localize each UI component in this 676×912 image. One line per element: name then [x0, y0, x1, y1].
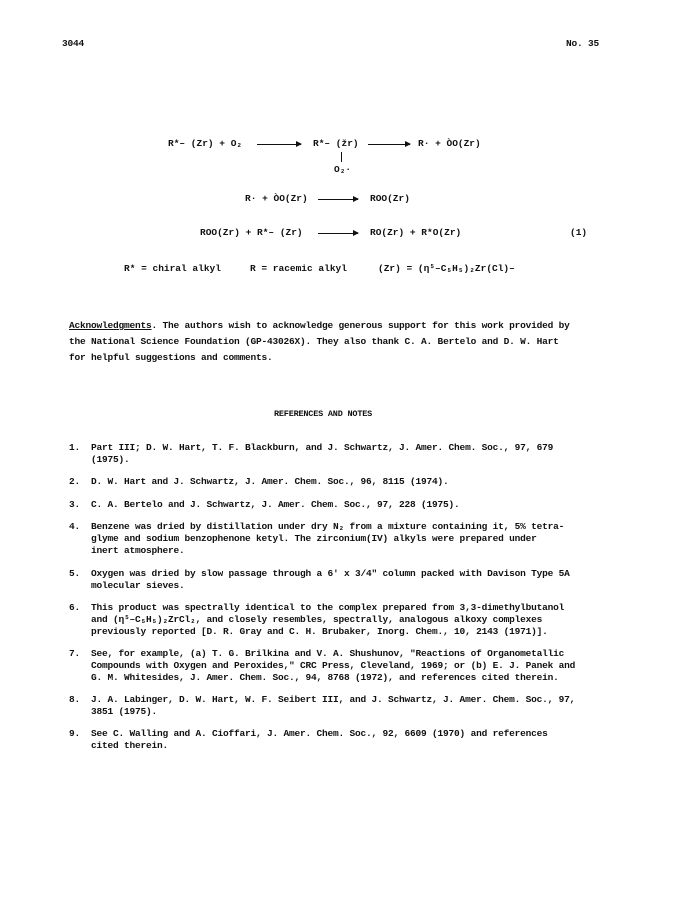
scheme-line2-left: R· + ÒO(Zr)	[245, 193, 308, 204]
reference-number: 3.	[69, 499, 81, 510]
reference-line: molecular sieves.	[91, 580, 185, 591]
reference-line: glyme and sodium benzophenone ketyl. The zirconium(IV) alkyls were prepared under	[91, 533, 537, 544]
acknowledgments-heading: Acknowledgments	[69, 320, 152, 331]
reference-line: (1975).	[91, 454, 130, 465]
acknowledgments-line2: the National Science Foundation (GP-43026X). They also thank C. A. Bertelo and D. W. Hart	[69, 336, 559, 347]
scheme-line3-right: RO(Zr) + R*O(Zr)	[370, 227, 462, 238]
reference-item	[69, 499, 609, 511]
scheme-line3-left: ROO(Zr) + R*– (Zr)	[200, 227, 303, 238]
reference-number: 2.	[69, 476, 81, 487]
reference-line: See, for example, (a) T. G. Brilkina and V. A. Shushunov, "Reactions of Organometallic	[91, 648, 565, 659]
acknowledgments-line1	[69, 320, 570, 332]
reference-number: 7.	[69, 648, 81, 659]
reaction-arrow	[318, 199, 358, 200]
reference-line: C. A. Bertelo and J. Schwartz, J. Amer. Chem. Soc., 97, 228 (1975).	[91, 499, 460, 510]
scheme-line1-left: R*– (Zr) + O₂	[168, 138, 243, 149]
reference-line: cited therein.	[91, 740, 169, 751]
reference-line: Part III; D. W. Hart, T. F. Blackburn, and J. Schwartz, J. Amer. Chem. Soc., 97, 679	[91, 442, 554, 453]
legend-chiral: R* = chiral alkyl	[124, 263, 221, 274]
reference-item	[69, 442, 609, 466]
legend-zr: (Zr) = (η⁵–C₅H₅)₂Zr(Cl)–	[378, 263, 515, 274]
reaction-arrow	[368, 144, 410, 145]
reference-item	[69, 568, 609, 592]
reference-item	[69, 521, 609, 557]
reference-line: 3851 (1975).	[91, 706, 158, 717]
reaction-arrow	[318, 233, 358, 234]
scheme-line1-right: R· + ÒO(Zr)	[418, 138, 481, 149]
reference-line: J. A. Labinger, D. W. Hart, W. F. Seibert III, and J. Schwartz, J. Amer. Chem. Soc., 97,	[91, 694, 576, 705]
reference-number: 8.	[69, 694, 81, 705]
page-number: 3044	[62, 38, 85, 49]
issue-number: No. 35	[566, 38, 600, 49]
acknowledgments-line3: for helpful suggestions and comments.	[69, 352, 273, 363]
reference-line: Oxygen was dried by slow passage through a 6' x 3/4" column packed with Davison Type 5A	[91, 568, 570, 579]
reference-line: Compounds with Oxygen and Peroxides," CRC Press, Cleveland, 1969; or (b) E. J. Panek and	[91, 660, 576, 671]
legend-racemic: R = racemic alkyl	[250, 263, 347, 274]
scheme-line2-right: ROO(Zr)	[370, 193, 410, 204]
reference-item	[69, 648, 609, 684]
reference-line: This product was spectrally identical to the complex prepared from 3,3-dimethylbutanol	[91, 602, 565, 613]
reaction-arrow	[257, 144, 301, 145]
reference-line: See C. Walling and A. Cioffari, J. Amer. Chem. Soc., 92, 6609 (1970) and references	[91, 728, 548, 739]
reference-number: 6.	[69, 602, 81, 613]
reference-item	[69, 694, 609, 718]
reference-number: 5.	[69, 568, 81, 579]
references-title: REFERENCES AND NOTES	[274, 409, 373, 419]
reference-number: 9.	[69, 728, 81, 739]
reference-item	[69, 476, 609, 488]
reference-line: G. M. Whitesides, J. Amer. Chem. Soc., 94, 8768 (1972), and references cited therein.	[91, 672, 559, 683]
scheme-line1-mid: R*– (žr)	[313, 138, 359, 149]
reference-item	[69, 728, 609, 752]
reference-line: Benzene was dried by distillation under dry N₂ from a mixture containing it, 5% tetra-	[91, 521, 565, 532]
scheme-line1-o2: O₂·	[334, 164, 352, 175]
bond-line	[341, 152, 342, 162]
reference-line: previously reported [D. R. Gray and C. H. Brubaker, Inorg. Chem., 10, 2143 (1971)].	[91, 626, 548, 637]
equation-number: (1)	[570, 227, 588, 238]
reference-number: 1.	[69, 442, 81, 453]
acknowledgments-text: . The authors wish to acknowledge generous support for this work provided by	[151, 320, 570, 331]
reference-number: 4.	[69, 521, 81, 532]
reference-line: inert atmosphere.	[91, 545, 185, 556]
reference-item	[69, 602, 609, 638]
reference-line: D. W. Hart and J. Schwartz, J. Amer. Chem. Soc., 96, 8115 (1974).	[91, 476, 449, 487]
reference-line: and (η⁵–C₅H₅)₂ZrCl₂, and closely resembles, spectrally, analogous alkoxy complexes	[91, 614, 543, 625]
